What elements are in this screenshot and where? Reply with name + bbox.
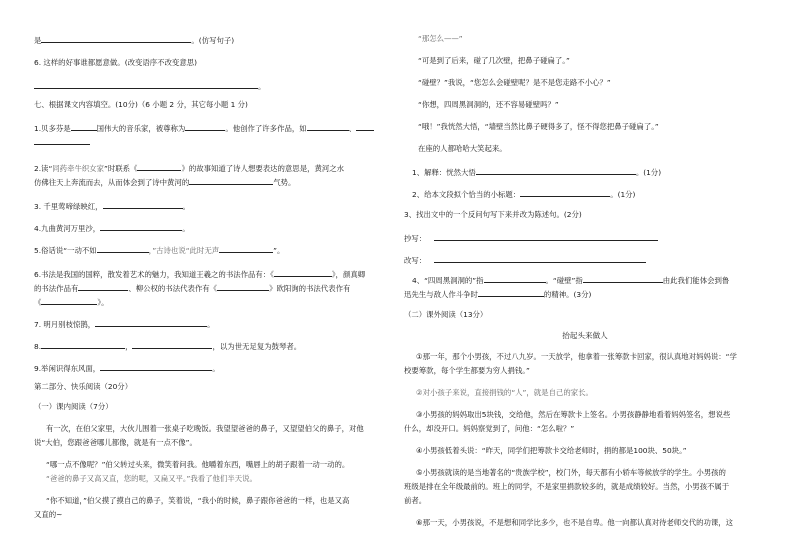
section-7-heading: 七、根据课文内容填空。(10分)（6 小题 2 分，其它每小题 1 分) bbox=[34, 100, 248, 109]
blank[interactable] bbox=[274, 268, 332, 277]
blank[interactable] bbox=[189, 176, 273, 185]
passage-line: “你不知道，”伯父摸了摸自己的鼻子，笑着说，“我小的时候，鼻子跟你爸爸的一样，也是又高 bbox=[46, 496, 350, 505]
passage-line: “爸爸的鼻子又高又直，您的呢，又扁又平。”我看了他们半天说。 bbox=[46, 474, 257, 483]
passage-line: 又直的~ bbox=[34, 510, 63, 519]
part-2-heading: 第二部分、快乐阅读（20分） bbox=[34, 382, 133, 391]
fill-q8: 8. ， ，以为世无足复为鼓琴者。 bbox=[34, 342, 302, 351]
q6-text: 6. 这样的好事谁都愿意做。(改变语序不改变意思) bbox=[34, 58, 197, 67]
blank[interactable] bbox=[219, 244, 273, 253]
fill-q5: 5.俗话说“一动不如 ，”古诗也说“此时无声 ”。 bbox=[34, 246, 285, 255]
blank[interactable] bbox=[78, 282, 128, 291]
fill-q6-cont2: 《 》。 bbox=[34, 298, 109, 307]
blank[interactable] bbox=[434, 254, 646, 263]
passage-line: 班级是排在全年级最前的。班上的同学，不是家里捐款较多的，就是成绩较好。当然，小男孩不属于 bbox=[404, 482, 730, 491]
reading-1-heading: （一）课内阅读（7分） bbox=[34, 402, 113, 411]
reading-2-heading: （二）课外阅读（13分） bbox=[404, 310, 488, 319]
passage-line: 校要筹款，每个学生都要为穷人捐钱。” bbox=[404, 366, 530, 375]
blank[interactable] bbox=[307, 122, 349, 131]
passage-line: ⑥那一天，小男孩说，不是想和同学比多少，也不是自卑。他一向都认真对待老师交代的功课，这 bbox=[416, 518, 734, 527]
blank[interactable] bbox=[103, 200, 183, 209]
passage-line: ③小男孩的妈妈取出5块钱，交给他，然后在筹款卡上签名。小男孩静静地看着妈妈签名，想说些 bbox=[416, 410, 731, 419]
rewrite-line: 改写： bbox=[404, 254, 646, 266]
blank[interactable] bbox=[476, 166, 636, 175]
blank[interactable] bbox=[484, 274, 546, 283]
blank[interactable] bbox=[34, 136, 90, 145]
passage-line: ④小男孩低着头说：“昨天，同学们把筹款卡交给老师时，捐的都是100块、50块。” bbox=[416, 446, 687, 455]
passage-line: ⑤小男孩就读的是当地著名的“贵族学校”，校门外，每天都有小轿车等候放学的学生。小男孩的 bbox=[416, 468, 726, 477]
q6-answer: 。 bbox=[34, 80, 265, 92]
copy-line: 抄写： bbox=[404, 232, 658, 244]
passage-line: “哪一点不像呢？”伯父转过头来，微笑着问我。他嚼着东西，嘴唇上的胡子跟着一动一动的。 bbox=[46, 460, 350, 469]
blank[interactable] bbox=[41, 34, 191, 43]
blank[interactable] bbox=[583, 274, 663, 283]
fill-q4: 4.九曲黄河万里沙， 。 bbox=[34, 224, 190, 233]
fill-q7: 7. 明月别枝惊鹊， 。 bbox=[34, 320, 215, 329]
fill-q3: 3. 千里莺啼绿映红， 。 bbox=[34, 202, 190, 211]
blank[interactable] bbox=[100, 362, 212, 371]
passage-line: “碰壁？”我说，“您怎么会碰壁呢？是不是您走路不小心？” bbox=[418, 78, 611, 87]
fill-q2: 2.读“同药牵牛织女家”时联系《 》的故事知道了诗人想要表达的意思是，黄河之水 bbox=[34, 164, 345, 173]
passage-line: 前者。 bbox=[404, 496, 427, 505]
blank[interactable] bbox=[95, 318, 207, 327]
passage-line: “那怎么——” bbox=[418, 34, 463, 43]
fill-q2-cont: 仿佛往天上奔流而去，从而体会到了诗中黄河的 气势。 bbox=[34, 178, 296, 187]
blank[interactable] bbox=[41, 296, 97, 305]
passage-line: “你想，四周黑洞洞的，还不容易碰壁吗？” bbox=[418, 100, 559, 109]
fill-q1: 1.贝多芬是 国伟大的音乐家，被尊称为 。他创作了许多作品，如 、 bbox=[34, 122, 374, 134]
q5-line: 是 。(仿写句子) bbox=[34, 36, 235, 45]
passage-line: ①那一年，那个小男孩，不过八九岁。一天放学，他拿着一张筹款卡回家，很认真地对妈妈说：“学 bbox=[416, 352, 737, 361]
blank[interactable] bbox=[520, 188, 610, 197]
question-2: 2、给本文段拟个恰当的小标题： 。(1分) bbox=[412, 190, 636, 199]
blank[interactable] bbox=[217, 282, 269, 291]
question-1: 1、解释：恍然大悟 。(1分) bbox=[412, 168, 662, 177]
blank[interactable] bbox=[356, 122, 374, 131]
question-4-cont: 迅先生与敌人作斗争时 的精神。(3分) bbox=[404, 290, 592, 299]
passage-line: 有一次，在伯父家里，大伙儿围着一张桌子吃晚饭。我望望爸爸的鼻子，又望望伯父的鼻子，对他 bbox=[46, 424, 364, 433]
passage-line: 在座的人都哈哈大笑起来。 bbox=[418, 144, 507, 153]
blank[interactable] bbox=[478, 288, 544, 297]
blank[interactable] bbox=[185, 122, 225, 131]
passage-line: “可是到了后来，碰了几次壁，把鼻子碰扁了。” bbox=[418, 56, 570, 65]
passage-line: 说“大伯，您跟爸爸哪儿都像，就是有一点不像”。 bbox=[34, 438, 197, 447]
question-4: 4、“四周黑洞洞的”指 。“碰壁”指 由此我们能体会到鲁 bbox=[412, 276, 730, 285]
fill-q6-cont: 的书法作品有 、柳公权的书法代表作有《 》欧阳询的书法代表作有 bbox=[34, 284, 351, 293]
blank[interactable] bbox=[132, 340, 212, 349]
passage-line: “哦！”我恍然大悟，“墙壁当然比鼻子硬得多了，怪不得您把鼻子碰扁了。” bbox=[418, 122, 659, 131]
fill-q6: 6.书法是我国的国粹，散发着艺术的魅力，我知道王羲之的书法作品有：《 》，颜真卿 bbox=[34, 270, 366, 279]
question-3: 3、找出文中的一个反问句写下来并改为陈述句。(2分) bbox=[404, 210, 582, 219]
blank[interactable] bbox=[434, 232, 658, 241]
article-title: 抬起头来做人 bbox=[562, 331, 608, 340]
fill-q1-cont bbox=[34, 136, 90, 148]
blank[interactable] bbox=[137, 162, 181, 171]
blank[interactable] bbox=[41, 340, 125, 349]
passage-line: ②对小孩子来说，直接捐钱的“人”，就是自己的家长。 bbox=[416, 388, 593, 397]
blank[interactable] bbox=[71, 122, 97, 131]
blank[interactable] bbox=[100, 222, 182, 231]
passage-line: 什么，却没开口。妈妈察觉到了，问他：“怎么啦？” bbox=[404, 424, 575, 433]
blank[interactable] bbox=[97, 244, 149, 253]
blank[interactable] bbox=[34, 80, 258, 89]
fill-q9: 9.举闲识得东风面， 。 bbox=[34, 364, 220, 373]
